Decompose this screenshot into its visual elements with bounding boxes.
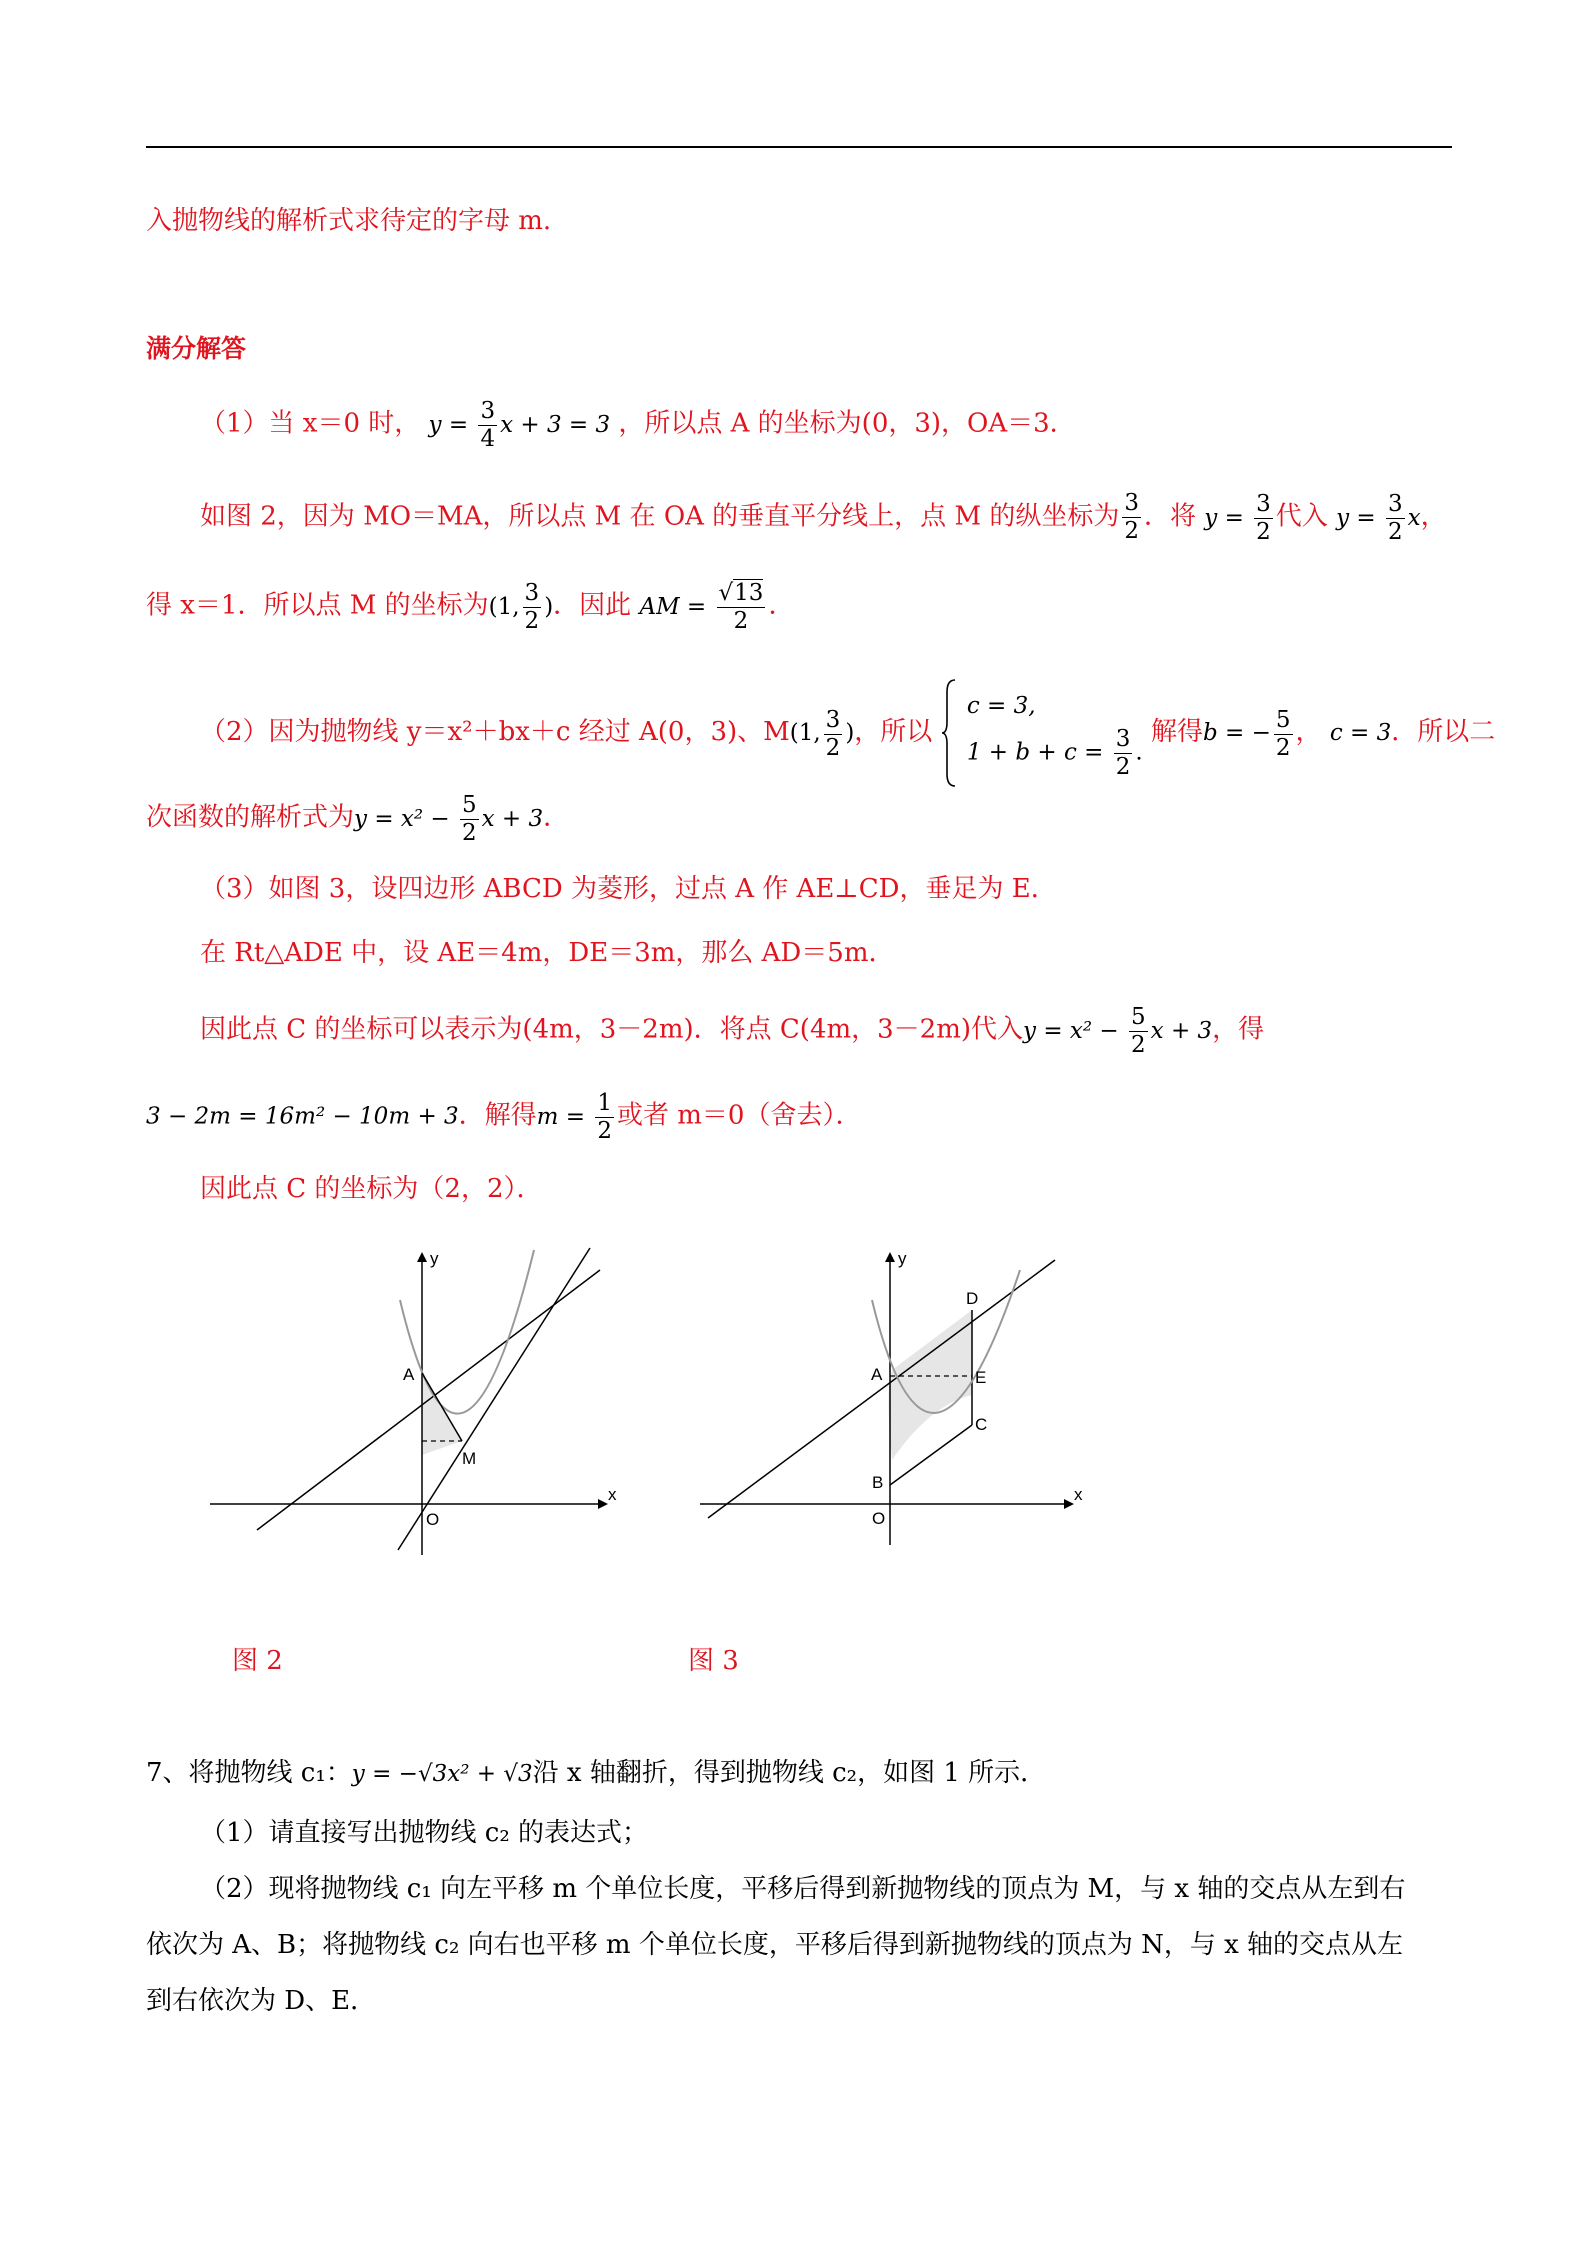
- fig2-label-a: A: [403, 1365, 415, 1384]
- fig3-label-o: O: [872, 1509, 886, 1528]
- fig3-label-x: x: [1074, 1485, 1083, 1504]
- part1-am-line: 得 x＝1．所以点 M 的坐标为(1, $\frac{3}{2}$ )．因此 AM = $\frac{√13}{2}$ ．: [146, 580, 795, 634]
- header-rule: [146, 146, 1452, 148]
- fig2-line-ab: [257, 1270, 600, 1530]
- figure-2: [200, 1240, 620, 1570]
- part1-suffix: ，所以点 A 的坐标为(0，3)，OA＝3．: [618, 408, 1076, 439]
- fig2-parabola: [400, 1250, 534, 1414]
- fig3-label-a: A: [871, 1365, 883, 1384]
- part3-line4: 3 − 2m = 16m² − 10m + 3．解得m = $\frac{1}{2}$ 或者 m＝0（舍去）．: [146, 1090, 862, 1144]
- part3-line1: （3）如图 3，设四边形 ABCD 为菱形，过点 A 作 AE⊥CD，垂足为 E．: [200, 874, 1057, 904]
- figure-3: [690, 1240, 1110, 1570]
- part1-prefix: （1）当 x＝0 时，: [200, 408, 421, 439]
- frac-3-2: $\frac{3}{2}$: [1124, 490, 1139, 544]
- fig3-label-b: B: [872, 1473, 884, 1492]
- fig2-label-o: O: [426, 1510, 440, 1529]
- section-title: 满分解答: [146, 334, 247, 363]
- intro-line: 入抛物线的解析式求待定的字母 m.: [146, 206, 552, 236]
- system-brace: [941, 678, 957, 788]
- q7-line4: 依次为 A、B；将抛物线 c₂ 向右也平移 m 个单位长度，平移后得到新抛物线的顶点为 N，与 x 轴的交点从左: [146, 1930, 1404, 1960]
- part3-line3: 因此点 C 的坐标可以表示为(4m，3－2m)．将点 C(4m，3－2m)代入y = x² − $\frac{5}{2}$ x + 3，得: [200, 1004, 1265, 1058]
- equation-system: c = 3, 1 + b + c = $\frac{3}{2}$ .: [966, 692, 1143, 780]
- q7-line3: （2）现将抛物线 c₁ 向左平移 m 个单位长度，平移后得到新抛物线的顶点为 M，与 x 轴的交点从左到右: [200, 1874, 1406, 1904]
- part1-line: [200, 398, 1076, 453]
- q7-line1: 7、将抛物线 c₁：y = −√3x² + √3沿 x 轴翻折，得到抛物线 c₂，如图 1 所示．: [146, 1758, 1047, 1788]
- q7-line2: （1）请直接写出抛物线 c₂ 的表达式；: [200, 1818, 649, 1848]
- part1-m-line: 如图 2，因为 MO＝MA，所以点 M 在 OA 的垂直平分线上，点 M 的纵坐标为 $\frac{3}{2}$ ．将 y = $\frac{3}{2}$ 代入 y = $\frac{3}{2}$ x，: [200, 490, 1447, 545]
- part1-eq: y = $\frac{3}{4}$ x + 3 = 3: [428, 398, 611, 452]
- fig2-label-y: y: [430, 1249, 439, 1268]
- fig3-label-y: y: [898, 1249, 907, 1268]
- fig2-caption: 图 2: [232, 1646, 283, 1676]
- part2-line: （2）因为抛物线 y＝x²＋bx＋c 经过 A(0，3)、M(1, $\frac{3}{2}$ )，所以 c = 3, 1 + b + c = $\frac{3}{2}$ . 解得b = − $\frac{5}{2}$ ， c = 3．所以二: [200, 678, 1495, 788]
- fig3-label-c: C: [975, 1415, 988, 1434]
- fig3-label-d: D: [966, 1289, 979, 1308]
- part2-result-line: 次函数的解析式为y = x² − $\frac{5}{2}$ x + 3．: [146, 792, 570, 846]
- fig3-caption: 图 3: [688, 1646, 739, 1676]
- q7-line5: 到右依次为 D、E．: [146, 1986, 377, 2016]
- part3-line2: 在 Rt△ADE 中，设 AE＝4m，DE＝3m，那么 AD＝5m．: [200, 938, 895, 968]
- part3-line5: 因此点 C 的坐标为（2，2）．: [200, 1174, 543, 1204]
- fig3-label-e: E: [975, 1368, 987, 1387]
- fig2-label-x: x: [608, 1485, 617, 1504]
- fig2-label-m: M: [462, 1449, 477, 1468]
